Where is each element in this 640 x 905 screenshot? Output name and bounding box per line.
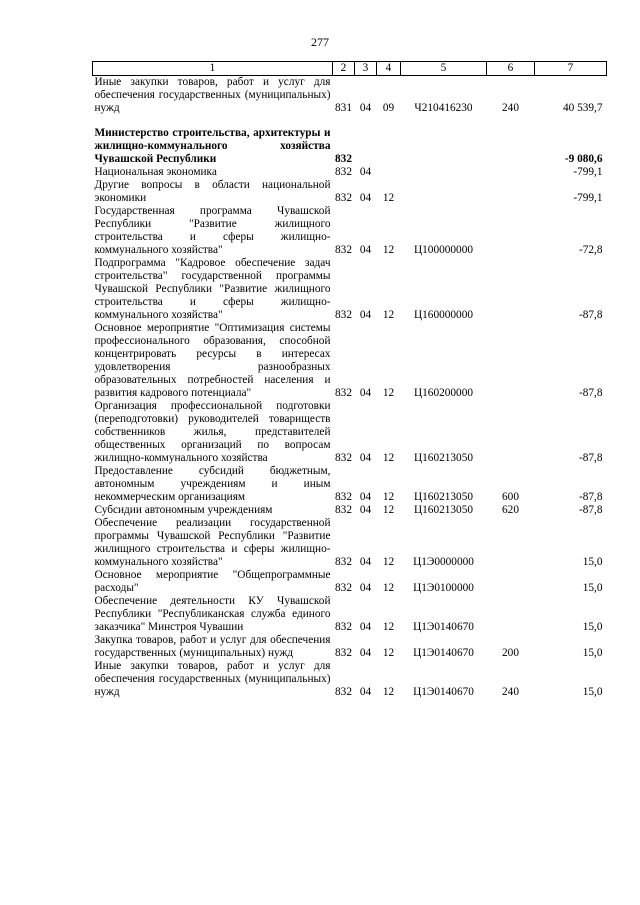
row-subsection: 09 xyxy=(382,102,395,114)
spacer-row xyxy=(93,115,607,127)
table-row xyxy=(93,179,607,205)
row-target-article: Ц100000000 xyxy=(414,244,473,256)
page-number: 277 xyxy=(311,35,329,49)
row-code: 832 xyxy=(335,192,352,204)
row-amount: -72,8 xyxy=(578,244,603,256)
spacer-cell xyxy=(93,115,607,127)
row-section: 04 xyxy=(359,504,372,516)
row-expense-type xyxy=(487,205,535,257)
row-code: 832 xyxy=(335,491,352,503)
row-section: 04 xyxy=(359,102,372,114)
row-section xyxy=(355,127,377,166)
budget-table xyxy=(92,61,607,699)
row-description: Национальная экономика xyxy=(94,166,217,178)
header-row xyxy=(93,62,607,76)
row-subsection: 12 xyxy=(382,647,395,659)
row-section: 04 xyxy=(359,647,372,659)
row-code: 832 xyxy=(335,621,352,633)
row-subsection: 12 xyxy=(382,582,395,594)
row-amount: 15,0 xyxy=(582,621,603,633)
row-amount: 15,0 xyxy=(582,686,603,698)
table-row xyxy=(93,634,607,660)
row-amount: -87,8 xyxy=(578,504,603,516)
header-col-1: 1 xyxy=(93,62,333,76)
row-expense-type: 600 xyxy=(502,491,519,503)
row-code: 832 xyxy=(335,582,352,594)
row-description: Подпрограмма "Кадровое обеспечение задач строительства" государственной программы Чувашской Республики "Развитие жилищного строительства и сферы жилищно-коммунального хозяйства" xyxy=(94,257,331,321)
row-section: 04 xyxy=(359,387,372,399)
table-row xyxy=(93,322,607,400)
row-section: 04 xyxy=(359,452,372,464)
header-col-4: 4 xyxy=(377,62,401,76)
table-row xyxy=(93,517,607,569)
row-amount: -87,8 xyxy=(578,387,603,399)
row-target-article: Ц160213050 xyxy=(414,452,473,464)
header-col-3: 3 xyxy=(355,62,377,76)
row-description: Иные закупки товаров, работ и услуг для обеспечения государственных (муниципальных) нужд xyxy=(94,660,331,698)
row-section: 04 xyxy=(359,166,372,178)
row-description: Государственная программа Чувашской Республики "Развитие жилищного строительства и сферы жилищно-коммунального хозяйства" xyxy=(94,205,331,256)
row-description: Основное мероприятие "Оптимизация системы профессионального образования, способной концентрировать ресурсы в интересах удовлетворения разнообразных образовательных потребностей населения и развития кадрового потенциала" xyxy=(94,322,331,399)
table-row xyxy=(93,660,607,699)
row-description: Иные закупки товаров, работ и услуг для обеспечения государственных (муниципальных) нужд xyxy=(94,76,331,114)
row-expense-type xyxy=(487,127,535,166)
row-expense-type: 240 xyxy=(502,102,519,114)
row-subsection xyxy=(377,127,401,166)
row-description: Обеспечение реализации государственной программы Чувашской Республики "Развитие жилищного строительства и сферы жилищно-коммунального хозяйства" xyxy=(94,517,331,568)
row-code: 832 xyxy=(335,647,352,659)
row-code: 832 xyxy=(335,309,352,321)
table-row xyxy=(93,569,607,595)
table-header xyxy=(93,62,607,76)
row-target-article: Ц160213050 xyxy=(414,491,473,503)
row-target-article xyxy=(401,166,487,179)
table-row xyxy=(93,205,607,257)
row-code: 832 xyxy=(335,153,352,165)
row-amount: 15,0 xyxy=(582,556,603,568)
header-col-2: 2 xyxy=(333,62,355,76)
row-description: Основное мероприятие "Общепрограммные расходы" xyxy=(94,569,331,594)
row-subsection: 12 xyxy=(382,244,395,256)
row-description: Организация профессиональной подготовки (переподготовки) руководителей товариществ собственников жилья, представителей общественных организаций по вопросам жилищно-коммунального хозяйства xyxy=(94,400,331,464)
row-expense-type xyxy=(487,179,535,205)
table-row xyxy=(93,166,607,179)
row-expense-type: 240 xyxy=(502,686,519,698)
row-subsection: 12 xyxy=(382,686,395,698)
row-description: Другие вопросы в области национальной экономики xyxy=(94,179,331,204)
row-subsection: 12 xyxy=(382,192,395,204)
row-expense-type xyxy=(487,257,535,322)
row-expense-type xyxy=(487,322,535,400)
row-section: 04 xyxy=(359,309,372,321)
row-amount: 15,0 xyxy=(582,582,603,594)
row-amount: -87,8 xyxy=(578,491,603,503)
row-description: Обеспечение деятельности КУ Чувашской Республики "Республиканская служба единого заказчика" Минстроя Чувашии xyxy=(94,595,331,633)
row-target-article: Ц160000000 xyxy=(414,309,473,321)
row-amount: -87,8 xyxy=(578,452,603,464)
row-amount: 15,0 xyxy=(582,647,603,659)
row-subsection: 12 xyxy=(382,504,395,516)
table-row xyxy=(93,504,607,517)
row-code: 832 xyxy=(335,452,352,464)
row-amount: -87,8 xyxy=(578,309,603,321)
header-col-5: 5 xyxy=(401,62,487,76)
row-description: Предоставление субсидий бюджетным, автономным учреждениям и иным некоммерческим организациям xyxy=(94,465,331,503)
row-subsection: 12 xyxy=(382,452,395,464)
row-subsection: 12 xyxy=(382,387,395,399)
row-code: 832 xyxy=(335,244,352,256)
row-code: 832 xyxy=(335,504,352,516)
row-section: 04 xyxy=(359,686,372,698)
row-subsection: 12 xyxy=(382,621,395,633)
row-section: 04 xyxy=(359,244,372,256)
row-expense-type xyxy=(487,517,535,569)
row-target-article xyxy=(401,127,487,166)
row-amount: 40 539,7 xyxy=(562,102,603,114)
row-subsection: 12 xyxy=(382,491,395,503)
row-code: 832 xyxy=(335,166,352,178)
row-expense-type xyxy=(487,595,535,634)
row-target-article: Ц160213050 xyxy=(414,504,473,516)
table-row xyxy=(93,400,607,465)
row-subsection: 12 xyxy=(382,556,395,568)
row-section: 04 xyxy=(359,192,372,204)
row-description: Закупка товаров, работ и услуг для обеспечения государственных (муниципальных) нужд xyxy=(94,634,331,659)
row-target-article: Ч210416230 xyxy=(414,102,473,114)
table-row xyxy=(93,257,607,322)
row-expense-type xyxy=(487,400,535,465)
row-code: 831 xyxy=(335,102,352,114)
row-target-article: Ц1Э0140670 xyxy=(413,647,474,659)
row-expense-type xyxy=(487,166,535,179)
row-target-article xyxy=(401,179,487,205)
row-code: 832 xyxy=(335,556,352,568)
row-description: Министерство строительства, архитектуры и жилищно-коммунального хозяйства Чувашской Республики xyxy=(94,127,331,165)
row-target-article: Ц160200000 xyxy=(414,387,473,399)
header-col-7: 7 xyxy=(535,62,607,76)
row-code: 832 xyxy=(335,686,352,698)
row-amount: -799,1 xyxy=(573,192,603,204)
table-row xyxy=(93,595,607,634)
row-section: 04 xyxy=(359,621,372,633)
row-target-article: Ц1Э0140670 xyxy=(413,686,474,698)
row-expense-type: 200 xyxy=(502,647,519,659)
row-section: 04 xyxy=(359,556,372,568)
row-code: 832 xyxy=(335,387,352,399)
row-subsection xyxy=(377,166,401,179)
table-row xyxy=(93,127,607,166)
row-section: 04 xyxy=(359,582,372,594)
row-expense-type xyxy=(487,569,535,595)
table-row xyxy=(93,76,607,116)
row-subsection: 12 xyxy=(382,309,395,321)
table-row xyxy=(93,465,607,504)
header-col-6: 6 xyxy=(487,62,535,76)
row-target-article: Ц1Э0140670 xyxy=(413,621,474,633)
row-amount: -9 080,6 xyxy=(564,153,603,165)
row-target-article: Ц1Э0100000 xyxy=(413,582,474,594)
row-target-article: Ц1Э0000000 xyxy=(413,556,474,568)
row-section: 04 xyxy=(359,491,372,503)
row-amount: -799,1 xyxy=(573,166,603,178)
row-expense-type: 620 xyxy=(502,504,519,516)
table-body xyxy=(93,76,607,700)
row-description: Субсидии автономным учреждениям xyxy=(94,504,273,516)
